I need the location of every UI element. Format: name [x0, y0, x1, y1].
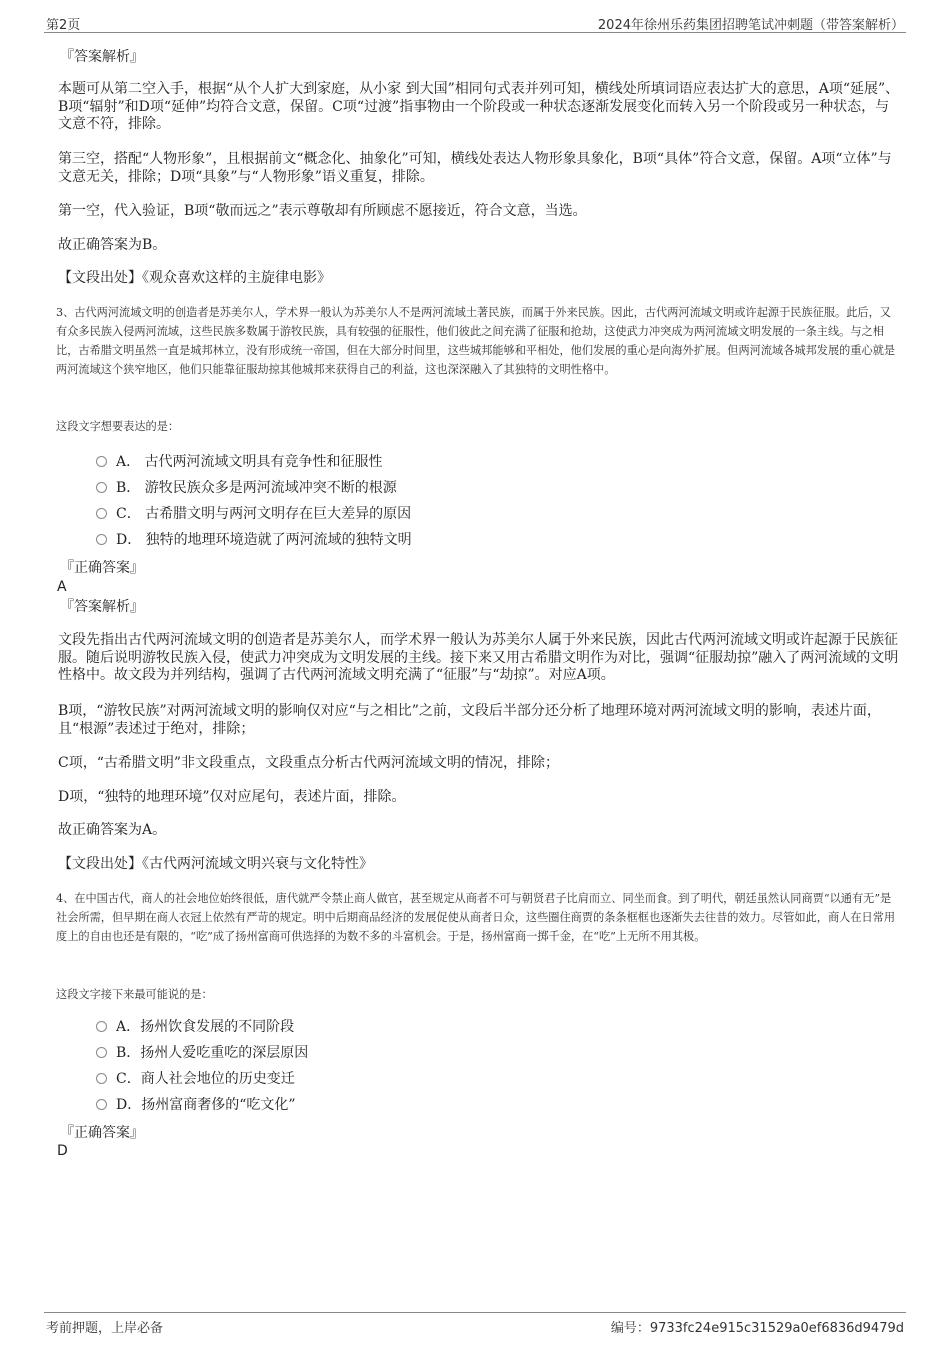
q3-answer-conclusion: 故正确答案为A。 — [58, 822, 167, 838]
q4-question: 这段文字接下来最可能说的是： — [56, 988, 213, 1001]
radio-icon[interactable] — [96, 1099, 107, 1110]
q3-analysis-label: 『答案解析』 — [60, 599, 144, 615]
q3-analysis-p2: B项，“游牧民族”对两河流域文明的影响仅对应“与之相比”之前，文段后半部分还分析了地理环境对两河流域文明的影响，表述片面，且“根源”表述过于绝对，排除； — [58, 703, 881, 737]
q2-analysis-p1: 本题可从第二空入手，根据“从个人扩大到家庭，从小家 到大国”相同句式表并列可知，横线处所填词语应表达扩大的意思，A项“延展”、B项“辐射”和D项“延伸”均符合文意，保留。C项“过渡”指事物由一个阶段或一种状态逐渐发展变化而转入另一个阶段或另一种状态，与文意不符，排除。 — [58, 81, 900, 132]
radio-icon[interactable] — [96, 1021, 107, 1032]
q3-option-c[interactable] — [96, 504, 411, 524]
q4-stem: 4、在中国古代，商人的社会地位始终很低，唐代就严令禁止商人做官，甚至规定从商者不可与朝贤君子比肩而立、同坐而食。到了明代，朝廷虽然认同商贾“以通有无”是社会所需，但早期在商人衣冠上依然有严苛的规定。明中后期商品经济的发展促使从商者日众，这些圈住商贾的条条框框也逐渐失去往昔的效力。尽管如此，商人在日常用度上的自由也还是有限的，“吃”成了扬州富商可供选择的为数不多的斗富机会。于是，扬州富商一掷千金，在“吃”上无所不用其极。 — [56, 892, 896, 943]
radio-icon[interactable] — [96, 1047, 107, 1058]
q2-analysis-p2: 第三空，搭配“人物形象”，且根据前文“概念化、抽象化”可知，横线处表达人物形象具象化，B项“具体”符合文意，保留。A项“立体”与文意无关，排除；D项“具象”与“人物形象”语义重复，排除。 — [58, 151, 892, 185]
radio-icon[interactable] — [96, 456, 107, 467]
q4-answer-label: 『正确答案』 — [60, 1125, 144, 1141]
q4-option-c-text: C．商人社会地位的历史变迁 — [116, 1071, 295, 1087]
q3-stem: 3、古代两河流域文明的创造者是苏美尔人，学术界一般认为苏美尔人不是两河流域土著民族，而属于外来民族。因此，古代两河流域文明或许起源于民族征服。此后，又有众多民族入侵两河流域，这些民族多数属于游牧民族，具有较强的征服性，他们彼此之间充满了征服和抢劫，这使武力冲突成为两河流域文明发展的一条主线。与之相比，古希腊文明虽然一直是城邦林立，没有形成统一帝国，但在大部分时间里，这些城邦能够和平相处，他们发展的重心是向海外扩展。但两河流域各城邦发展的重心就是两河流域这个狭窄地区，他们只能靠征服劫掠其他城邦来获得自己的利益，这也深深融入了其独特的文明性格中。 — [56, 306, 896, 376]
q3-option-b[interactable] — [96, 478, 397, 498]
q3-answer: A — [57, 579, 67, 595]
q3-option-a[interactable] — [96, 452, 383, 472]
q4-answer: D — [57, 1143, 68, 1159]
page-footer — [44, 1312, 906, 1336]
q4-option-d[interactable] — [96, 1095, 296, 1115]
q3-analysis-p4: D项，“独特的地理环境”仅对应尾句，表述片面，排除。 — [58, 789, 406, 805]
q4-option-c[interactable] — [96, 1069, 295, 1089]
q4-option-b-text: B．扬州人爱吃重吃的深层原因 — [116, 1045, 309, 1061]
q3-source: 【文段出处】《古代两河流域文明兴衰与文化特性》 — [58, 856, 373, 872]
q3-option-d-text: D． 独特的地理环境造就了两河流域的独特文明 — [116, 532, 412, 548]
radio-icon[interactable] — [96, 508, 107, 519]
q3-question: 这段文字想要表达的是： — [56, 420, 180, 433]
q4-option-a[interactable] — [96, 1017, 294, 1037]
q2-answer-conclusion: 故正确答案为B。 — [58, 237, 167, 253]
page-header — [44, 14, 906, 33]
q4-option-d-text: D．扬州富商奢侈的“吃文化” — [116, 1097, 296, 1113]
q3-analysis-p3: C项，“古希腊文明”非文段重点，文段重点分析古代两河流域文明的情况，排除； — [58, 755, 560, 771]
q2-source: 【文段出处】《观众喜欢这样的主旋律电影》 — [58, 270, 331, 286]
q2-analysis-label: 『答案解析』 — [60, 49, 144, 65]
document-title: 2024年徐州乐药集团招聘笔试冲刺题（带答案解析） — [597, 18, 904, 33]
q4-option-a-text: A．扬州饮食发展的不同阶段 — [116, 1019, 295, 1035]
radio-icon[interactable] — [96, 1073, 107, 1084]
q3-option-a-text: A． 古代两河流域文明具有竞争性和征服性 — [116, 454, 383, 470]
footer-slogan: 考前押题，上岸必备 — [46, 1321, 164, 1336]
document-id: 编号：9733fc24e915c31529a0ef6836d9479d — [610, 1321, 904, 1336]
q3-option-c-text: C． 古希腊文明与两河文明存在巨大差异的原因 — [116, 506, 412, 522]
q3-analysis-p1: 文段先指出古代两河流域文明的创造者是苏美尔人，而学术界一般认为苏美尔人属于外来民族，因此古代两河流域文明或许起源于民族征服。随后说明游牧民族入侵，使武力冲突成为文明发展的主线。接下来又用古希腊文明作为对比，强调“征服劫掠”融入了两河流域的文明性格中。故文段为并列结构，强调了古代两河流域文明充满了“征服”与“劫掠”。对应A项。 — [58, 632, 899, 683]
q3-answer-label: 『正确答案』 — [60, 560, 144, 576]
page-number: 第2页 — [46, 18, 81, 33]
radio-icon[interactable] — [96, 482, 107, 493]
radio-icon[interactable] — [96, 534, 107, 545]
q2-analysis-p3: 第一空，代入验证，B项“敬而远之”表示尊敬却有所顾虑不愿接近，符合文意，当选。 — [58, 203, 587, 219]
q3-option-d[interactable] — [96, 530, 412, 550]
q4-option-b[interactable] — [96, 1043, 308, 1063]
q3-option-b-text: B． 游牧民族众多是两河流域冲突不断的根源 — [116, 480, 397, 496]
